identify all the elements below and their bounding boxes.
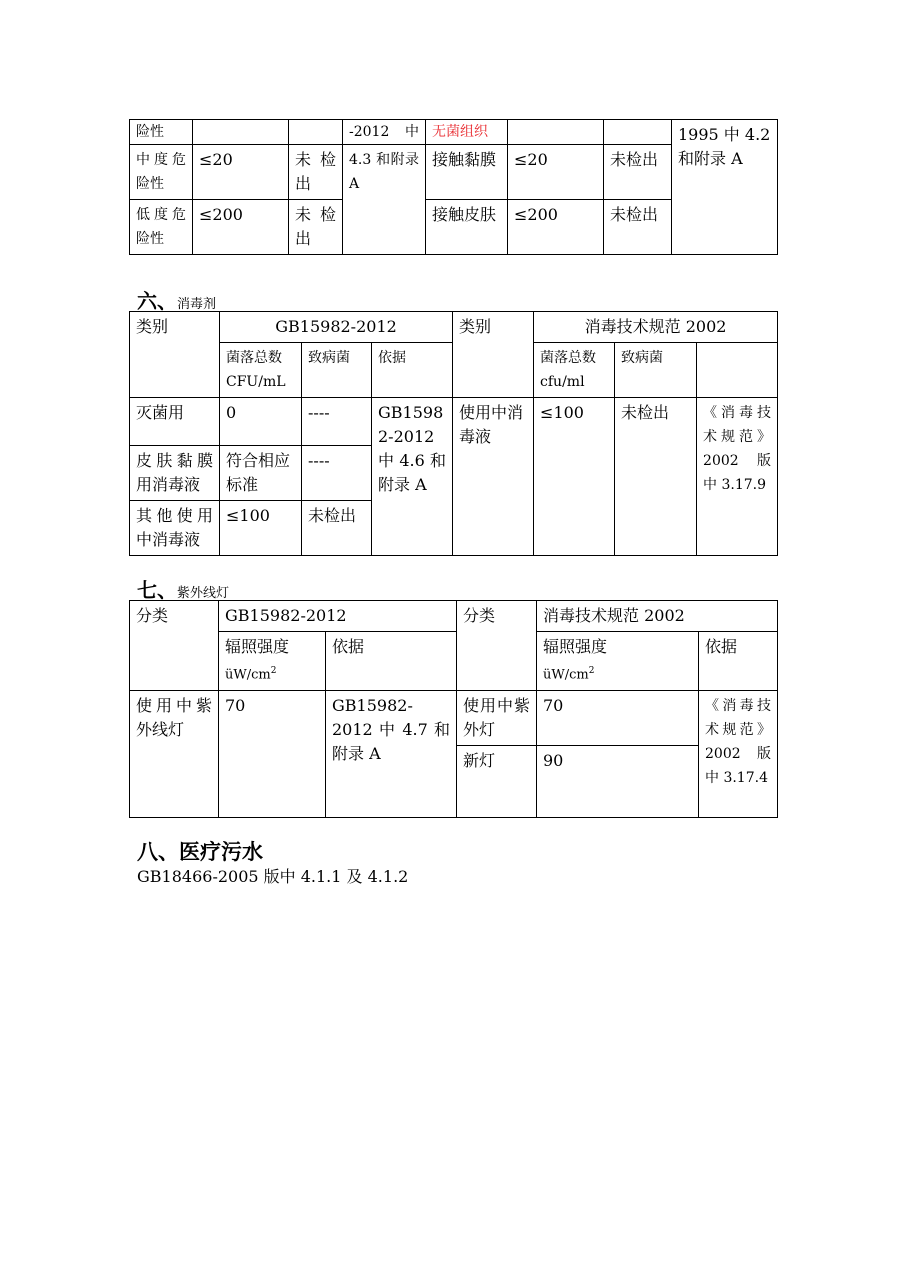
header-category: 分类	[130, 601, 219, 691]
header-category: 分类	[457, 601, 537, 691]
header-irradiance-unit	[225, 659, 319, 687]
header-standard: 消毒技术规范 2002	[537, 601, 778, 632]
cell-risk-medium: 中度危险性	[130, 145, 193, 200]
row-category: 使用中紫外灯	[457, 691, 537, 746]
cell-basis-b: 1995 中 4.2 和附录 A	[672, 120, 778, 255]
cell-risk-low: 低度危险性	[130, 200, 193, 255]
row-category: 灭菌用	[130, 398, 220, 446]
row-category: 皮肤黏膜用消毒液	[130, 446, 220, 501]
cell-empty	[508, 120, 604, 145]
row-basis: 《消毒技术规范》2002 版中 3.17.9	[697, 398, 778, 556]
cell-result: 未检出	[604, 200, 672, 255]
row-category: 使用中紫外线灯	[130, 691, 219, 818]
header-pathogen: 致病菌	[302, 343, 372, 398]
row-category: 使用中消毒液	[453, 398, 534, 556]
row-pathogen: 未检出	[615, 398, 697, 556]
section-number: 六、	[137, 289, 177, 313]
cell-basis-a2: 4.3 和附录 A	[343, 145, 426, 255]
cell-value: ≤200	[193, 200, 289, 255]
section-number: 七、	[137, 578, 177, 602]
header-standard: 消毒技术规范 2002	[534, 312, 778, 343]
row-basis: 《消毒技术规范》2002 版中 3.17.4	[699, 691, 778, 818]
row-colony: 符合相应标准	[220, 446, 302, 501]
table-uv-lamp	[129, 600, 778, 818]
header-basis: 依据	[699, 632, 778, 691]
row-category: 其他使用中消毒液	[130, 501, 220, 556]
unit-text: üW/cm	[543, 667, 589, 683]
unit-superscript: 2	[270, 666, 277, 676]
header-irradiance-label: 辐照强度	[543, 637, 608, 656]
cell-empty	[193, 120, 289, 145]
cell-sterile-tissue: 无菌组织	[426, 120, 508, 145]
cell-mucosa: 接触黏膜	[426, 145, 508, 200]
row-pathogen: ----	[302, 398, 372, 446]
cell-value: ≤200	[508, 200, 604, 255]
row-colony: ≤100	[220, 501, 302, 556]
header-irradiance-label: 辐照强度	[225, 637, 290, 656]
cell-risk-high: 险性	[130, 120, 193, 145]
section-8-heading: 八、医疗污水	[137, 840, 263, 864]
header-pathogen: 致病菌	[615, 343, 697, 398]
header-category: 类别	[453, 312, 534, 398]
row-basis: GB15982-2012 中 4.7 和附录 A	[326, 691, 457, 818]
header-irradiance	[219, 632, 326, 691]
header-basis: 依据	[372, 343, 453, 398]
unit-superscript: 2	[588, 666, 595, 676]
section-8-text: GB18466-2005 版中 4.1.1 及 4.1.2	[137, 867, 409, 886]
cell-empty	[604, 120, 672, 145]
header-irradiance	[537, 632, 699, 691]
header-category: 类别	[130, 312, 220, 398]
header-irradiance-unit	[543, 659, 692, 687]
table-section5	[129, 119, 778, 255]
header-standard: GB15982-2012	[220, 312, 453, 343]
header-colony: 菌落总数 cfu/ml	[534, 343, 615, 398]
section-7-heading	[137, 574, 229, 603]
row-category: 新灯	[457, 746, 537, 818]
row-irradiance: 90	[537, 746, 699, 818]
header-colony: 菌落总数 CFU/mL	[220, 343, 302, 398]
section-title: 消毒剂	[177, 297, 217, 312]
row-colony: ≤100	[534, 398, 615, 556]
row-irradiance: 70	[219, 691, 326, 818]
cell-empty	[289, 120, 343, 145]
cell-value: ≤20	[508, 145, 604, 200]
cell-skin: 接触皮肤	[426, 200, 508, 255]
section-6-heading	[137, 285, 216, 314]
section-title: 紫外线灯	[177, 586, 230, 601]
cell-result: 未检出	[289, 200, 343, 255]
header-basis: 依据	[326, 632, 457, 691]
row-basis: GB15982-2012 中 4.6 和附录 A	[372, 398, 453, 556]
row-pathogen: ----	[302, 446, 372, 501]
cell-result: 未检出	[604, 145, 672, 200]
row-irradiance: 70	[537, 691, 699, 746]
table-disinfectant	[129, 311, 778, 556]
row-colony: 0	[220, 398, 302, 446]
cell-value: ≤20	[193, 145, 289, 200]
unit-text: üW/cm	[225, 667, 271, 683]
cell-empty	[697, 343, 778, 398]
cell-result: 未检出	[289, 145, 343, 200]
header-standard: GB15982-2012	[219, 601, 457, 632]
cell-basis-a: -2012 中	[343, 120, 426, 145]
row-pathogen: 未检出	[302, 501, 372, 556]
